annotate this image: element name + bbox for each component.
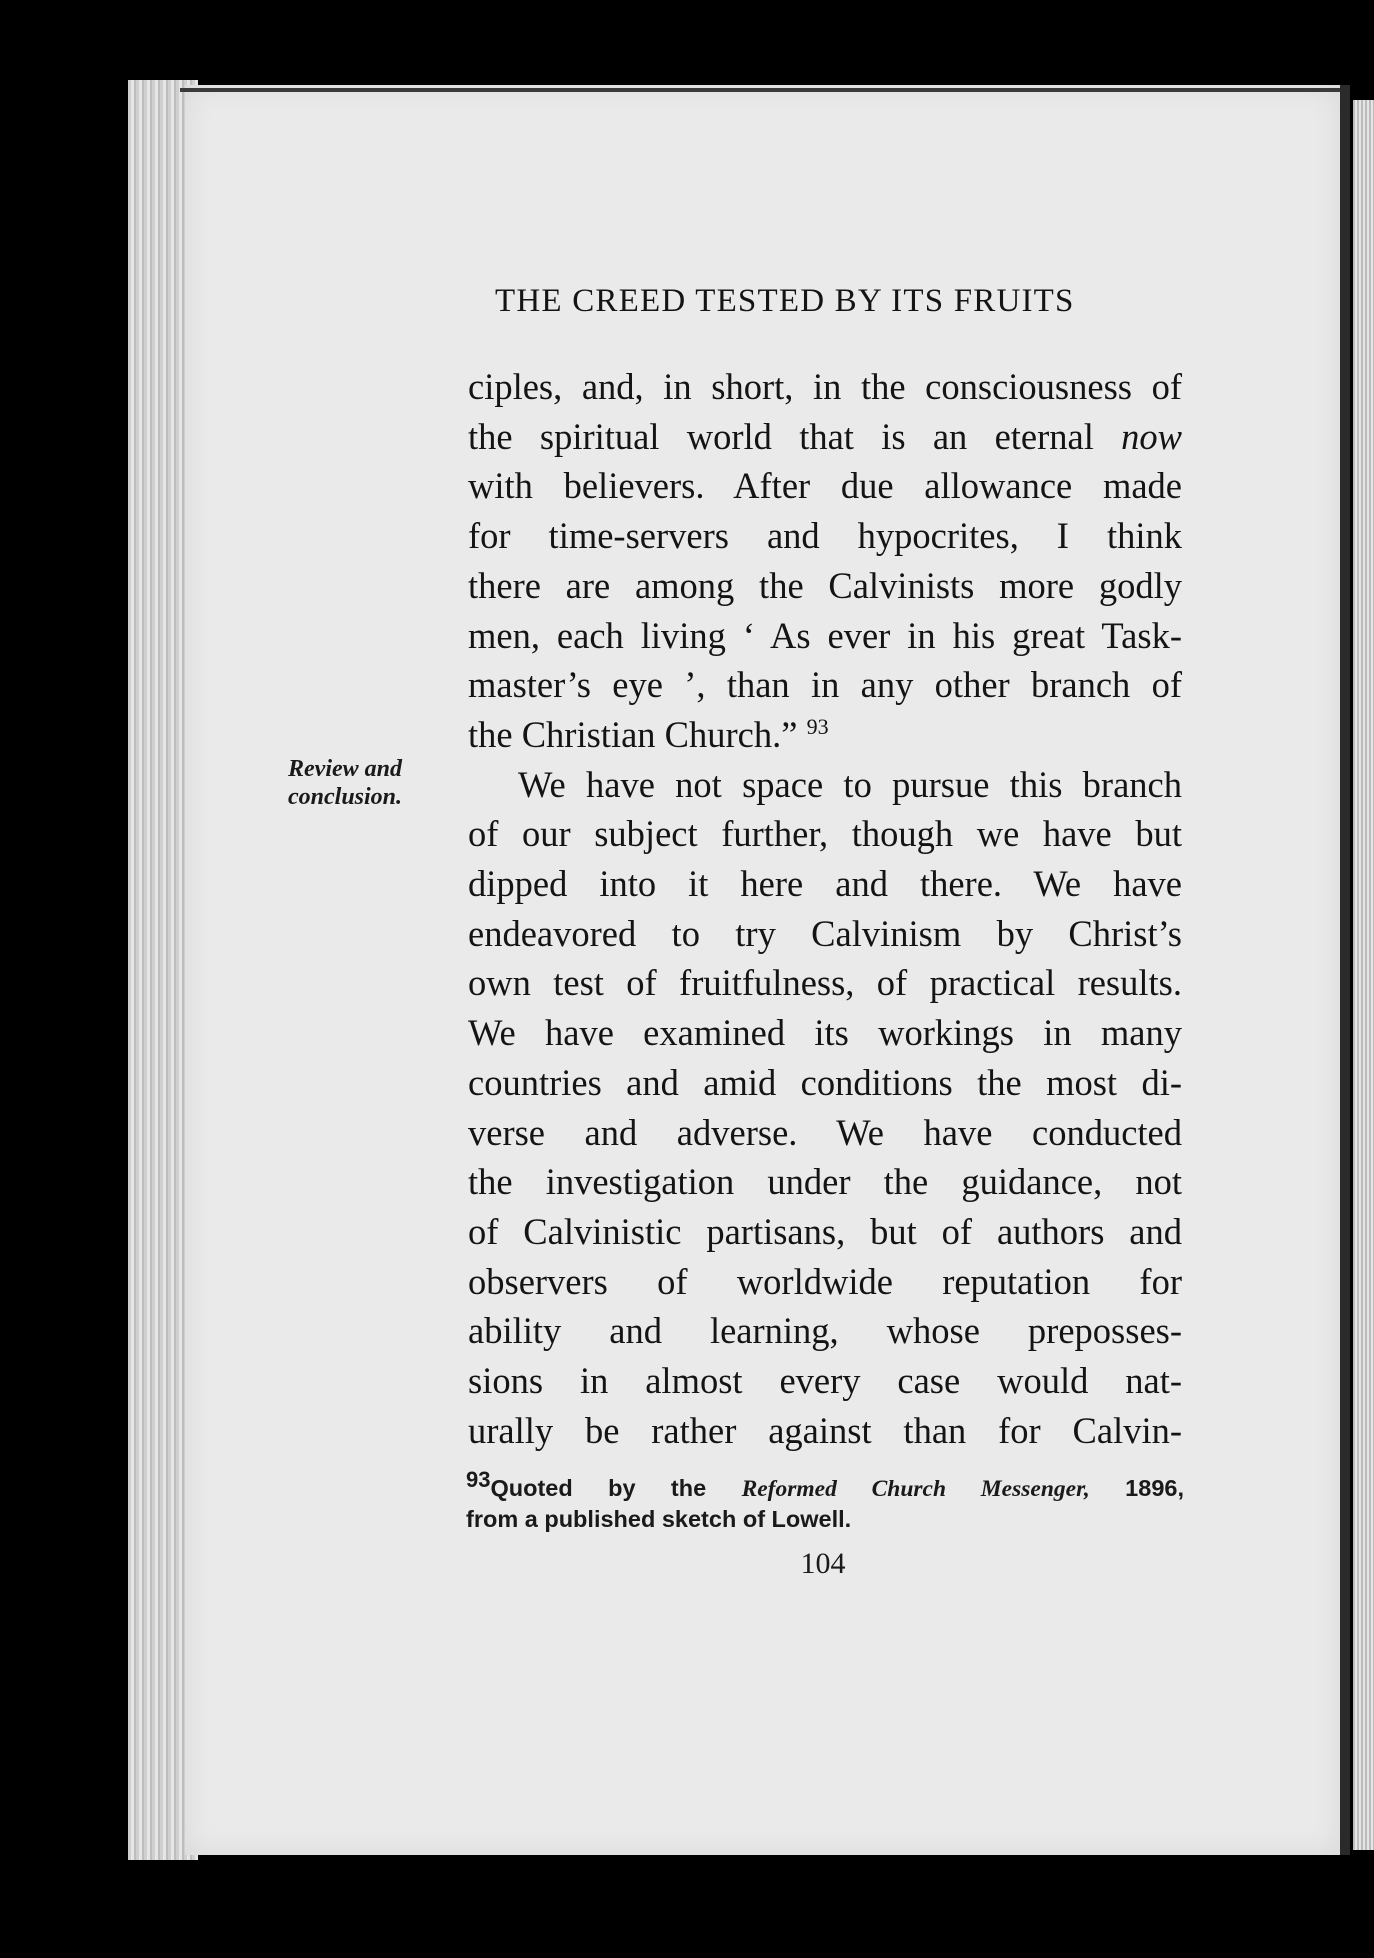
- footnote-citation-title: Reformed Church Messenger,: [741, 1476, 1090, 1502]
- facing-page-edge: [1353, 100, 1374, 1850]
- text-line: there are among the Calvinists more godly: [468, 564, 1182, 606]
- footnote-text: 1896,: [1089, 1475, 1184, 1501]
- text-segment: the spiritual world that is an eternal: [468, 415, 1122, 457]
- text-segment: the Christian Church.”: [468, 713, 807, 755]
- text-line: for time-servers and hypocrites, I think: [468, 515, 1182, 557]
- text-line: own test of fruitfulness, of practical results.: [468, 962, 1182, 1004]
- footnote-line: from a published sketch of Lowell.: [466, 1506, 852, 1532]
- text-line: of our subject further, though we have but: [468, 813, 1182, 855]
- text-line: the investigation under the guidance, not: [468, 1161, 1182, 1203]
- footnote-line: [466, 1467, 1184, 1504]
- text-line: of Calvinistic partisans, but of authors and: [468, 1210, 1182, 1252]
- text-line: ability and learning, whose preposses-: [468, 1310, 1182, 1352]
- footnote-reference: 93: [806, 713, 829, 739]
- body-text: [468, 362, 1182, 1455]
- footnote-marker: 93: [466, 1467, 491, 1493]
- text-line: urally be rather against than for Calvin-: [468, 1409, 1182, 1451]
- margin-note-line: Review and: [288, 756, 402, 782]
- footnote-text: Quoted by the: [490, 1475, 742, 1501]
- text-line: We have not space to pursue this branch: [518, 763, 1182, 805]
- page-top-edge: [180, 88, 1340, 92]
- text-line: master’s eye ’, than in any other branch of: [468, 664, 1182, 706]
- running-header: THE CREED TESTED BY ITS FRUITS: [495, 283, 1075, 319]
- footnote: [466, 1467, 1184, 1534]
- text-line: men, each living ‘ As ever in his great Task-: [468, 614, 1182, 656]
- text-line: countries and amid conditions the most di-: [468, 1061, 1182, 1103]
- text-line: [468, 710, 1182, 760]
- text-line: ciples, and, in short, in the consciousness of: [468, 366, 1182, 407]
- italic-word: now: [1121, 415, 1182, 457]
- margin-note-line: conclusion.: [288, 784, 403, 810]
- text-line: observers of worldwide reputation for: [468, 1260, 1182, 1302]
- text-line: dipped into it here and there. We have: [468, 863, 1182, 905]
- text-line: [468, 412, 1182, 462]
- text-line: verse and adverse. We have conducted: [468, 1111, 1182, 1153]
- page-right-edge: [1340, 85, 1350, 1855]
- text-line: with believers. After due allowance made: [468, 465, 1182, 507]
- text-line: endeavored to try Calvinism by Christ’s: [468, 912, 1182, 954]
- page-number: 104: [800, 1547, 846, 1580]
- text-line: sions in almost every case would nat-: [468, 1360, 1182, 1402]
- margin-note: [288, 755, 458, 811]
- text-line: We have examined its workings in many: [468, 1012, 1182, 1054]
